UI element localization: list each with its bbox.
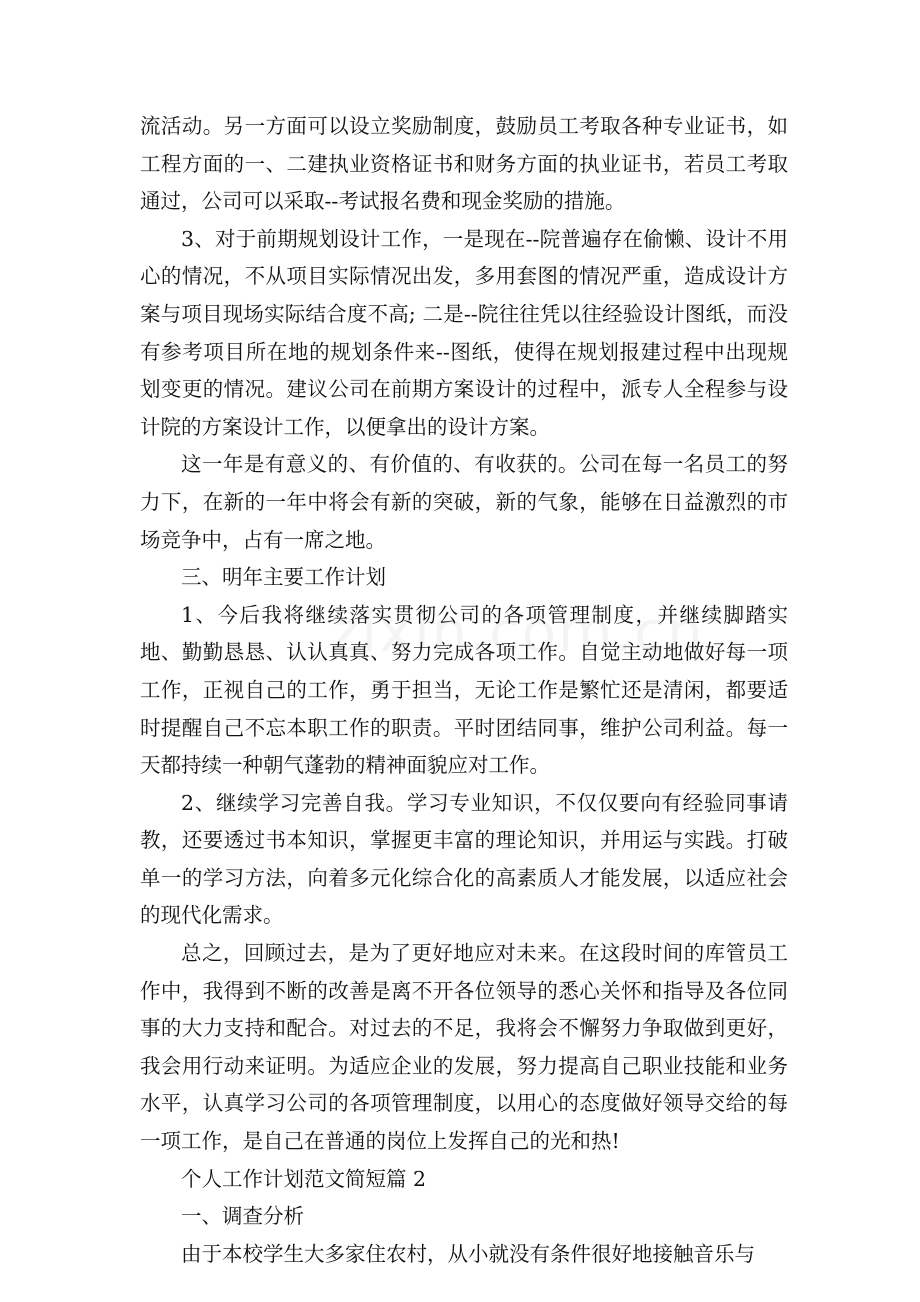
paragraph-year-summary: 这一年是有意义的、有价值的、有收获的。公司在每一名员工的努力下，在新的一年中将会有新的突破，新的气象，能够在日益激烈的市场竞争中，占有一席之地。 <box>140 452 788 552</box>
article-title-part-2: 个人工作计划范文简短篇 2 <box>181 1166 427 1191</box>
paragraph-conclusion: 总之，回顾过去，是为了更好地应对未来。在这段时间的库管员工作中，我得到不断的改善是离不开各位领导的悉心关怀和指导及各位同事的大力支持和配合。对过去的不足，我将会不懈努力争取做到更好，我会用行动来证明。为适应企业的发展，努力提高自己职业技能和业务水平，认真学习公司的各项管理制度，以用心的态度做好领导交给的每一项工作，是自己在普通的岗位上发挥自己的光和热! <box>140 941 788 1154</box>
section-heading-survey: 一、调查分析 <box>181 1204 304 1229</box>
paragraph-planning-design: 3、对于前期规划设计工作，一是现在--院普遍存在偷懒、设计不用心的情况，不从项目实际情况出发，多用套图的情况严重，造成设计方案与项目现场实际结合度不高; 二是--院往往凭以往经验设计图纸，而没有参考项目所在地的规划条件来--图纸，使得在规划报建过程中出现规划变更的情况。建议公司在前期方案设计的过程中，派专人全程参与设计院的方案设计工作，以便拿出的设计方案。 <box>140 226 788 439</box>
document-body <box>140 108 788 1273</box>
paragraph-plan-item-1: 1、今后我将继续落实贯彻公司的各项管理制度，并继续脚踏实地、勤勤恳恳、认认真真、努力完成各项工作。自觉主动地做好每一项工作，正视自己的工作，勇于担当，无论工作是繁忙还是清闲，都要适时提醒自己不忘本职工作的职责。平时团结同事，维护公司利益。每一天都持续一种朝气蓬勃的精神面貌应对工作。 <box>140 602 788 778</box>
paragraph-continuation: 流活动。另一方面可以设立奖励制度，鼓励员工考取各种专业证书，如工程方面的一、二建执业资格证书和财务方面的执业证书，若员工考取通过，公司可以采取--考试报名费和现金奖励的措施。 <box>140 114 788 214</box>
section-heading-next-year-plan: 三、明年主要工作计划 <box>181 565 386 590</box>
paragraph-survey-intro: 由于本校学生大多家住农村，从小就没有条件很好地接触音乐与 <box>181 1241 755 1266</box>
paragraph-plan-item-2: 2、继续学习完善自我。学习专业知识，不仅仅要向有经验同事请教，还要透过书本知识，掌握更丰富的理论知识，并用运与实践。打破单一的学习方法，向着多元化综合化的高素质人才能发展，以适应社会的现代化需求。 <box>140 790 788 928</box>
